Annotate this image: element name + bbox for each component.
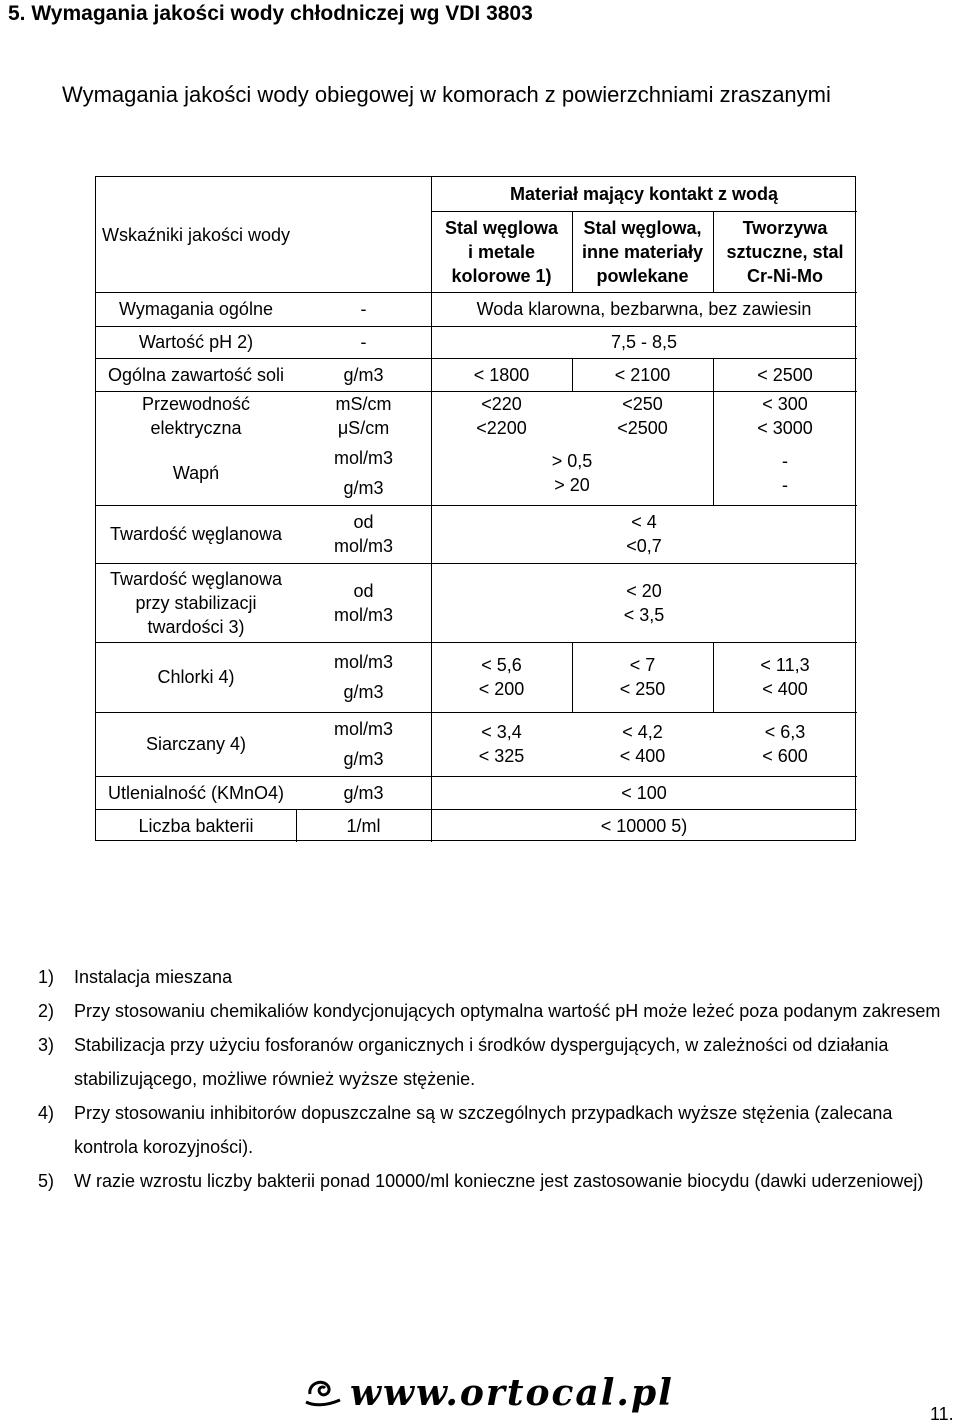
water-quality-table — [95, 176, 856, 841]
row-salt-col3: < 2500 — [757, 364, 813, 385]
row-carbonate-hardness-name: Twardość węglanowa — [109, 524, 283, 544]
footnote-number: 4) — [38, 1103, 55, 1123]
footnote-text: W razie wzrostu liczby bakterii ponad 10000/ml konieczne jest zastosowanie biocydu (dawki uderzeniowej) — [74, 1171, 924, 1191]
footnote-number: 5) — [38, 1171, 55, 1191]
header-col-coated-materials: Stal węglowa, inne materiały powlekane — [581, 217, 704, 286]
header-indicators: Wskaźniki jakości wody — [101, 224, 291, 245]
footnote-text: Przy stosowaniu chemikaliów kondycjonujących optymalna wartość pH może leżeć poza podanym zakresem — [74, 1001, 941, 1021]
row-chlorides-col3: < 11,3 < 400 — [760, 655, 810, 699]
row-ph-name: Wartość pH 2) — [138, 332, 254, 352]
footnote-item — [38, 1028, 943, 1096]
row-conductivity-col1: <220 <2200 — [476, 394, 527, 438]
footnotes-list — [38, 960, 943, 1198]
row-carbonate-hardness-value: < 4 <0,7 — [626, 512, 662, 556]
row-sulfates-unit: mol/m3 g/m3 — [333, 719, 393, 769]
row-salt-unit: g/m3 — [343, 364, 384, 385]
footnote-item — [38, 1164, 943, 1198]
row-salt-col2: < 2100 — [614, 364, 671, 385]
row-sulfates-col2: < 4,2 < 400 — [619, 722, 666, 766]
footnote-text: Przy stosowaniu inhibitorów dopuszczalne są w szczególnych przypadkach wyższe stężenia (zalecana kontrola korozyjności). — [74, 1103, 893, 1157]
header-col-plastics-crnimo: Tworzywa sztuczne, stal Cr-Ni-Mo — [726, 217, 844, 286]
row-oxidizability-value: < 100 — [621, 782, 667, 803]
row-ph-unit: - — [360, 332, 367, 352]
row-chlorides-unit: mol/m3 g/m3 — [333, 652, 393, 702]
logo-website-text: www.ortocal.pl — [350, 1372, 674, 1414]
footnote-text: Instalacja mieszana — [74, 967, 233, 987]
row-stabilized-hardness-unit: od mol/m3 — [333, 580, 393, 625]
row-oxidizability-name: Utlenialność (KMnO4) — [107, 782, 285, 803]
row-chlorides-col2: < 7 < 250 — [619, 655, 666, 699]
header-col-carbon-steel-nonferrous: Stal węglowa i metale kolorowe 1) — [444, 217, 559, 286]
ortocal-logo — [304, 1372, 674, 1414]
footnote-text: Stabilizacja przy użyciu fosforanów organicznych i środków dyspergujących, w zależności od działania stabilizującego, możliwe również wyższe stężenie. — [74, 1035, 889, 1089]
row-conductivity-name: Przewodność elektryczna — [141, 394, 251, 438]
row-chlorides-col1: < 5,6 < 200 — [478, 655, 525, 699]
row-conductivity-col3: < 300 < 3000 — [757, 394, 813, 438]
footnote-item — [38, 1096, 943, 1164]
row-oxidizability-unit: g/m3 — [343, 782, 384, 803]
row-salt-name: Ogólna zawartość soli — [107, 364, 285, 385]
footnote-item — [38, 960, 943, 994]
row-ph-value: 7,5 - 8,5 — [610, 332, 678, 352]
row-sulfates-col3: < 6,3 < 600 — [762, 722, 808, 766]
row-stabilized-hardness-name: Twardość węglanowa przy stabilizacji twardości 3) — [109, 568, 283, 637]
row-calcium-col3: - - — [782, 451, 788, 495]
row-carbonate-hardness-unit: od mol/m3 — [333, 512, 393, 556]
row-bacteria-value: < 10000 5) — [600, 815, 688, 836]
footnote-number: 3) — [38, 1035, 55, 1055]
table-subheading: Wymagania jakości wody obiegowej w komorach z powierzchniami zraszanymi — [62, 82, 831, 107]
row-conductivity-col2: <250 <2500 — [617, 394, 668, 438]
section-heading: 5. Wymagania jakości wody chłodniczej wg VDI 3803 — [8, 2, 533, 25]
row-calcium-col12: > 0,5 > 20 — [551, 451, 593, 495]
row-conductivity-unit: mS/cm μS/cm — [335, 394, 392, 438]
row-general-value: Woda klarowna, bezbarwna, bez zawiesin — [476, 299, 812, 319]
footnote-item — [38, 994, 943, 1028]
row-calcium-unit: mol/m3 g/m3 — [333, 448, 393, 498]
footnote-number: 2) — [38, 1001, 55, 1021]
wave-swirl-icon — [304, 1374, 344, 1413]
page-number: 11. — [930, 1404, 954, 1424]
row-sulfates-col1: < 3,4 < 325 — [478, 722, 525, 766]
row-general-unit: - — [360, 299, 367, 319]
row-bacteria-name: Liczba bakterii — [138, 815, 254, 836]
footnote-number: 1) — [38, 967, 55, 987]
row-chlorides-name: Chlorki 4) — [157, 667, 235, 687]
row-general-name: Wymagania ogólne — [119, 299, 273, 319]
row-salt-col1: < 1800 — [473, 364, 530, 385]
row-sulfates-name: Siarczany 4) — [145, 734, 247, 754]
header-material-group: Materiał mający kontakt z wodą — [509, 184, 779, 204]
row-stabilized-hardness-value: < 20 < 3,5 — [623, 580, 665, 625]
row-bacteria-unit: 1/ml — [346, 815, 381, 836]
row-calcium-name: Wapń — [172, 463, 220, 483]
